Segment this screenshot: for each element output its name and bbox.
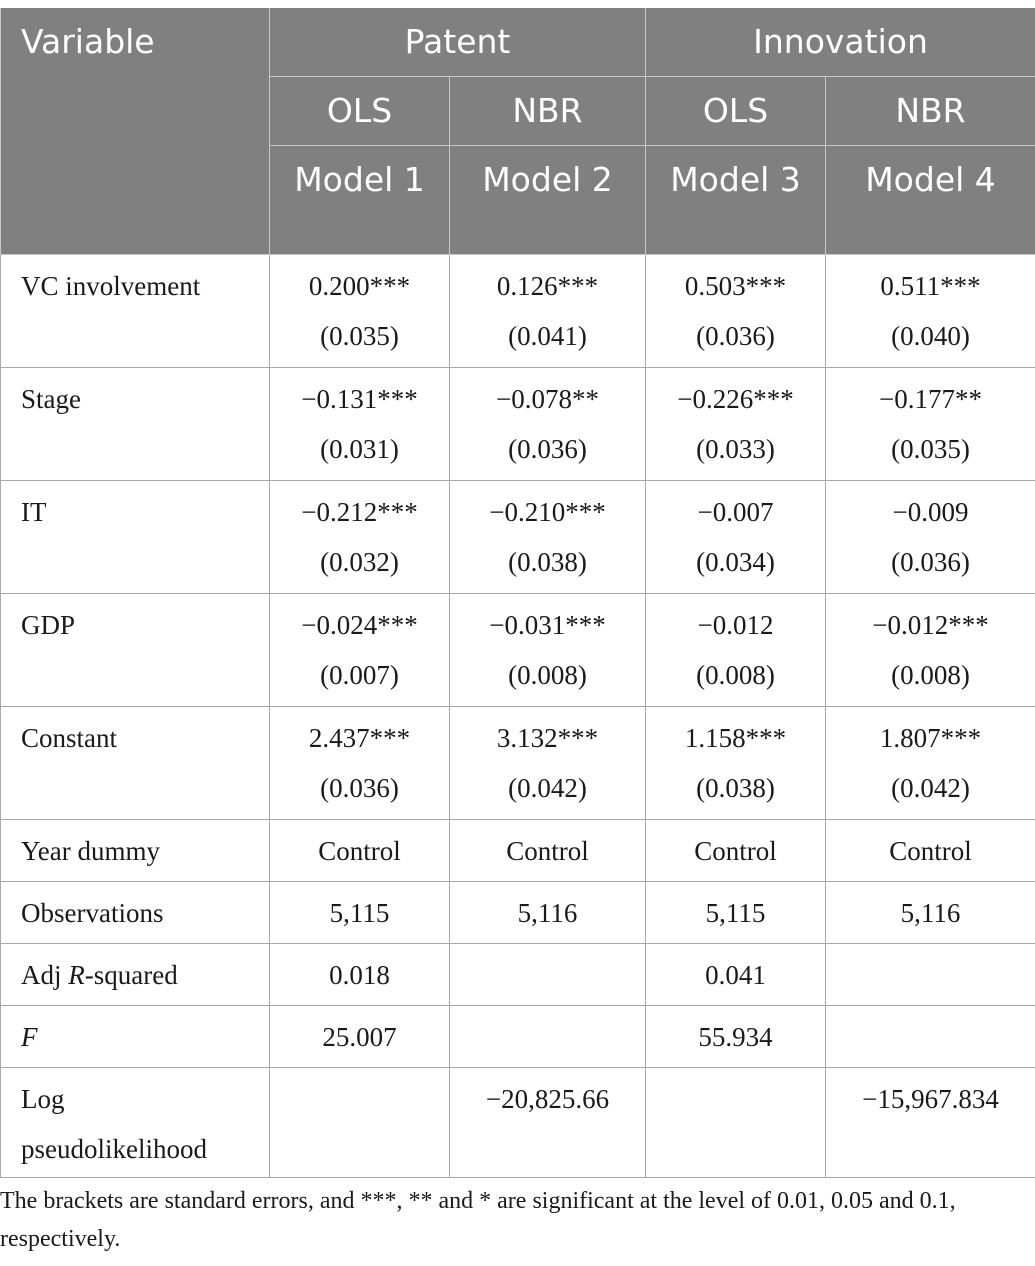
cell-standard-error: (0.040)	[891, 321, 970, 351]
row-label	[1, 1068, 270, 1178]
row-label	[1, 820, 270, 882]
header-method-4: NBR	[826, 77, 1035, 146]
table-row	[1, 1006, 1035, 1068]
cell-value: 0.018	[329, 960, 390, 990]
cell-standard-error: (0.036)	[508, 434, 587, 464]
cell-standard-error: (0.036)	[320, 773, 399, 803]
cell-value: 0.503***	[684, 271, 787, 301]
cell-standard-error: (0.036)	[696, 321, 775, 351]
table-cell	[270, 481, 450, 594]
table-row	[1, 707, 1035, 820]
cell-value: 0.200***	[308, 271, 411, 301]
row-label-text: IT	[21, 497, 47, 527]
header-method-1: OLS	[270, 77, 450, 146]
cell-standard-error: (0.038)	[508, 547, 587, 577]
row-label-text: Stage	[21, 384, 81, 414]
cell-value: Control	[318, 836, 401, 866]
cell-value: −0.012	[697, 610, 774, 640]
cell-value: −0.024***	[301, 610, 418, 640]
row-label	[1, 255, 270, 368]
cell-value: −0.031***	[489, 610, 606, 640]
cell-value: −0.226***	[677, 384, 794, 414]
header-model-3: Model 3	[646, 146, 826, 255]
cell-value: −20,825.66	[485, 1084, 610, 1114]
row-label	[1, 368, 270, 481]
cell-standard-error: (0.008)	[891, 660, 970, 690]
table-cell	[646, 820, 826, 882]
cell-value: 5,116	[900, 898, 961, 928]
table-row	[1, 944, 1035, 1006]
header-method-2: NBR	[450, 77, 646, 146]
table-cell	[826, 944, 1035, 1006]
row-label	[1, 594, 270, 707]
table-row	[1, 481, 1035, 594]
header-method-3: OLS	[646, 77, 826, 146]
table-cell	[270, 255, 450, 368]
table-cell	[826, 255, 1035, 368]
table-cell	[646, 707, 826, 820]
table-cell	[450, 255, 646, 368]
regression-results-table	[0, 8, 1035, 1178]
cell-value: 1.807***	[879, 723, 982, 753]
table-footnote: The brackets are standard errors, and ***, ** and * are significant at the level of 0.01, 0.05 and 0.1, respectively.	[0, 1188, 956, 1252]
row-label-part: Adj	[21, 960, 69, 990]
table-row	[1, 820, 1035, 882]
table-cell	[826, 820, 1035, 882]
row-label-line: Log	[21, 1084, 65, 1114]
table-cell	[826, 882, 1035, 944]
table-cell	[646, 594, 826, 707]
row-label-text: GDP	[21, 610, 76, 640]
cell-standard-error: (0.008)	[508, 660, 587, 690]
row-label-text: VC involvement	[21, 271, 201, 301]
regression-table-container	[0, 8, 1035, 1258]
table-cell	[646, 368, 826, 481]
cell-value: −0.078**	[496, 384, 599, 414]
table-cell	[450, 944, 646, 1006]
header-model-4: Model 4	[826, 146, 1035, 255]
table-cell	[270, 1006, 450, 1068]
table-cell	[450, 481, 646, 594]
table-cell	[450, 820, 646, 882]
cell-value: 1.158***	[684, 723, 787, 753]
cell-value: 0.041	[705, 960, 766, 990]
table-cell	[646, 1068, 826, 1178]
cell-value: Control	[889, 836, 972, 866]
table-cell	[826, 1068, 1035, 1178]
cell-value: −15,967.834	[862, 1084, 999, 1114]
table-cell	[826, 707, 1035, 820]
header-model-1: Model 1	[270, 146, 450, 255]
header-variable: Variable	[1, 8, 270, 255]
cell-standard-error: (0.033)	[696, 434, 775, 464]
cell-value: 5,115	[705, 898, 766, 928]
cell-standard-error: (0.034)	[696, 547, 775, 577]
cell-standard-error: (0.035)	[891, 434, 970, 464]
header-model-2: Model 2	[450, 146, 646, 255]
row-label-text: Observations	[21, 898, 164, 928]
cell-standard-error: (0.038)	[696, 773, 775, 803]
cell-standard-error: (0.008)	[696, 660, 775, 690]
header-group-patent: Patent	[270, 8, 646, 77]
row-label-text: Year dummy	[21, 836, 161, 866]
cell-value: −0.212***	[301, 497, 418, 527]
cell-value: 5,115	[329, 898, 390, 928]
table-row	[1, 368, 1035, 481]
row-label	[1, 481, 270, 594]
cell-value: 3.132***	[496, 723, 599, 753]
cell-standard-error: (0.007)	[320, 660, 399, 690]
row-label-line: pseudolikelihood	[21, 1134, 207, 1164]
table-cell	[270, 368, 450, 481]
cell-value: Control	[694, 836, 777, 866]
table-cell	[826, 481, 1035, 594]
row-label-part: R	[68, 960, 85, 990]
table-body	[1, 255, 1035, 1178]
table-cell	[646, 944, 826, 1006]
row-label-text: F	[21, 1022, 38, 1052]
table-cell	[450, 1006, 646, 1068]
cell-standard-error: (0.036)	[891, 547, 970, 577]
cell-value: 55.934	[698, 1022, 773, 1052]
cell-value: −0.007	[697, 497, 774, 527]
table-cell	[450, 1068, 646, 1178]
table-row	[1, 1068, 1035, 1178]
table-cell	[450, 368, 646, 481]
row-label-text: Constant	[21, 723, 118, 753]
table-cell	[646, 481, 826, 594]
table-cell	[270, 1068, 450, 1178]
cell-standard-error: (0.041)	[508, 321, 587, 351]
table-cell	[450, 707, 646, 820]
table-cell	[450, 882, 646, 944]
row-label-part: -squared	[84, 960, 178, 990]
table-cell	[270, 707, 450, 820]
row-label	[1, 1006, 270, 1068]
cell-value: −0.012***	[872, 610, 989, 640]
row-label	[1, 707, 270, 820]
cell-standard-error: (0.042)	[891, 773, 970, 803]
cell-standard-error: (0.042)	[508, 773, 587, 803]
cell-standard-error: (0.031)	[320, 434, 399, 464]
row-label	[1, 882, 270, 944]
table-row	[1, 594, 1035, 707]
cell-value: −0.210***	[489, 497, 606, 527]
cell-standard-error: (0.032)	[320, 547, 399, 577]
table-cell	[270, 944, 450, 1006]
cell-value: −0.009	[892, 497, 969, 527]
table-cell	[270, 882, 450, 944]
cell-value: 0.511***	[880, 271, 981, 301]
table-row	[1, 255, 1035, 368]
table-cell	[826, 594, 1035, 707]
cell-value: 0.126***	[496, 271, 599, 301]
table-cell	[270, 594, 450, 707]
table-cell	[646, 1006, 826, 1068]
table-cell	[826, 1006, 1035, 1068]
cell-value: 5,116	[517, 898, 578, 928]
table-cell	[646, 882, 826, 944]
table-row	[1, 882, 1035, 944]
table-cell	[646, 255, 826, 368]
cell-value: −0.177**	[879, 384, 982, 414]
table-cell	[270, 820, 450, 882]
row-label	[1, 944, 270, 1006]
header-group-innovation: Innovation	[646, 8, 1035, 77]
cell-value: 2.437***	[308, 723, 411, 753]
table-cell	[826, 368, 1035, 481]
cell-value: Control	[506, 836, 589, 866]
table-cell	[450, 594, 646, 707]
cell-value: 25.007	[322, 1022, 397, 1052]
table-header	[1, 8, 1035, 255]
cell-value: −0.131***	[301, 384, 418, 414]
cell-standard-error: (0.035)	[320, 321, 399, 351]
